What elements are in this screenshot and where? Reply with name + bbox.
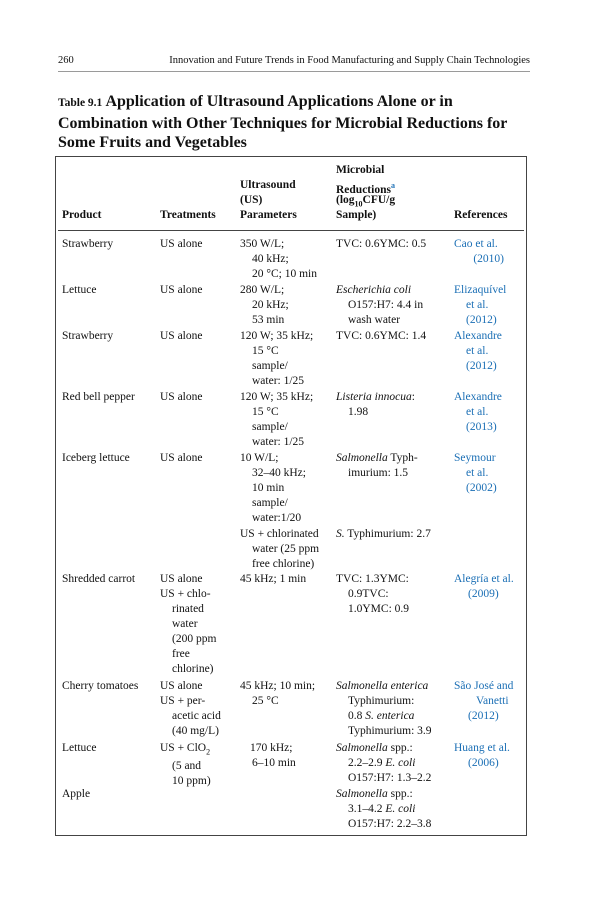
table-row-reduction: Listeria innocua: 1.98 xyxy=(336,391,415,418)
table-row-product: Iceberg lettuce xyxy=(62,452,130,464)
table-row-treatment: US alone US + per- acetic acid (40 mg/L) xyxy=(160,680,221,737)
table-row-reduction: TVC: 0.6YMC: 0.5 xyxy=(336,238,427,250)
table-row-treatment: US alone xyxy=(160,452,203,464)
table-row-reference[interactable]: Cao et al. (2010) xyxy=(454,238,504,265)
table-row-treatment: US alone xyxy=(160,238,203,250)
table-row-treatment: US + ClO$_2$ (5 and 10 ppm) xyxy=(160,742,211,788)
table-caption xyxy=(58,92,528,153)
table-row-reduction: Escherichia coli O157:H7: 4.4 in wash water xyxy=(336,284,424,326)
table-row-reduction: Salmonella spp.: 2.2–2.9 E. coli O157:H7: 1.3–2.2 xyxy=(336,742,432,784)
header-product: Product xyxy=(62,209,102,221)
table-row-reduction: TVC: 0.6YMC: 1.4 xyxy=(336,330,427,342)
header-microbial: Microbial Reductions$^a$ ($\log_{10}CFU/g$ Sample) xyxy=(336,164,396,221)
table-row-reduction: S. Typhimurium: 2.7 xyxy=(336,528,431,540)
table-row-product: Cherry tomatoes xyxy=(62,680,139,692)
table-row-reference[interactable]: São José and Vanetti (2012) xyxy=(454,680,514,722)
table-row-params: 10 W/L; 32–40 kHz; 10 min sample/ water:1/20 xyxy=(240,452,306,524)
table-row-product: Strawberry xyxy=(62,330,114,342)
table-label: Table 9.1 xyxy=(58,97,103,109)
header-treatments: Treatments xyxy=(160,209,216,221)
table-row-treatment: US alone xyxy=(160,330,203,342)
table-row-params: 45 kHz; 10 min; 25 °C xyxy=(240,680,316,707)
table-row-product: Lettuce xyxy=(62,284,97,296)
header-rule xyxy=(58,230,524,231)
table-row-reference[interactable]: Alegría et al. (2009) xyxy=(454,573,514,600)
table-row-params: 280 W/L; 20 kHz; 53 min xyxy=(240,284,289,326)
page-number: 260 xyxy=(58,55,74,66)
table-row-product: Apple xyxy=(62,788,91,800)
table-row-params: US + chlorinated water (25 ppm free chlorine) xyxy=(240,528,320,570)
table-row-reference[interactable]: Alexandre et al. (2012) xyxy=(454,330,502,372)
header-ultrasound: Ultrasound (US) Parameters xyxy=(240,179,297,221)
table-row-params: 120 W; 35 kHz; 15 °C sample/ water: 1/25 xyxy=(240,391,314,448)
table-row-params: 45 kHz; 1 min xyxy=(240,573,307,585)
header-references: References xyxy=(454,209,508,221)
table-row-reduction: TVC: 1.3YMC: 0.9TVC: 1.0YMC: 0.9 xyxy=(336,573,410,615)
table-row-reduction: Salmonella Typh- imurium: 1.5 xyxy=(336,452,418,479)
table-row-reference[interactable]: Elizaquível et al. (2012) xyxy=(454,284,507,326)
data-table xyxy=(55,156,527,836)
running-head xyxy=(58,55,530,72)
table-row-reference[interactable]: Seymour et al. (2002) xyxy=(454,452,497,494)
table-row-reference[interactable]: Alexandre et al. (2013) xyxy=(454,391,502,433)
table-row-params: 170 kHz; 6–10 min xyxy=(250,742,296,769)
table-row-product: Red bell pepper xyxy=(62,391,135,403)
table-row-treatment: US alone xyxy=(160,284,203,296)
running-title: Innovation and Future Trends in Food Manufacturing and Supply Chain Technologies xyxy=(169,55,530,66)
table-title: Application of Ultrasound Applications Alone or in Combination with Other Techniques for Microbial Reductions for Some Fruits and Vegetables xyxy=(58,93,508,151)
table-row-params: 120 W; 35 kHz; 15 °C sample/ water: 1/25 xyxy=(240,330,314,387)
footnote-mark: a xyxy=(390,181,395,190)
table-row-treatment: US alone US + chlo- rinated water (200 ppm free chlorine) xyxy=(160,573,217,675)
table-row-reduction: Salmonella spp.: 3.1–4.2 E. coli O157:H7: 2.2–3.8 xyxy=(336,788,432,830)
table-row-params: 350 W/L; 40 kHz; 20 °C; 10 min xyxy=(240,238,317,280)
table-row-product: Strawberry xyxy=(62,238,114,250)
table-row-product: Shredded carrot xyxy=(62,573,136,585)
table-row-treatment: US alone xyxy=(160,391,203,403)
table-row-product: Lettuce xyxy=(62,742,97,754)
table-row-reduction: Salmonella enterica Typhimurium: 0.8 S. enterica Typhimurium: 3.9 xyxy=(336,680,432,737)
table-row-reference[interactable]: Huang et al. (2006) xyxy=(454,742,510,769)
